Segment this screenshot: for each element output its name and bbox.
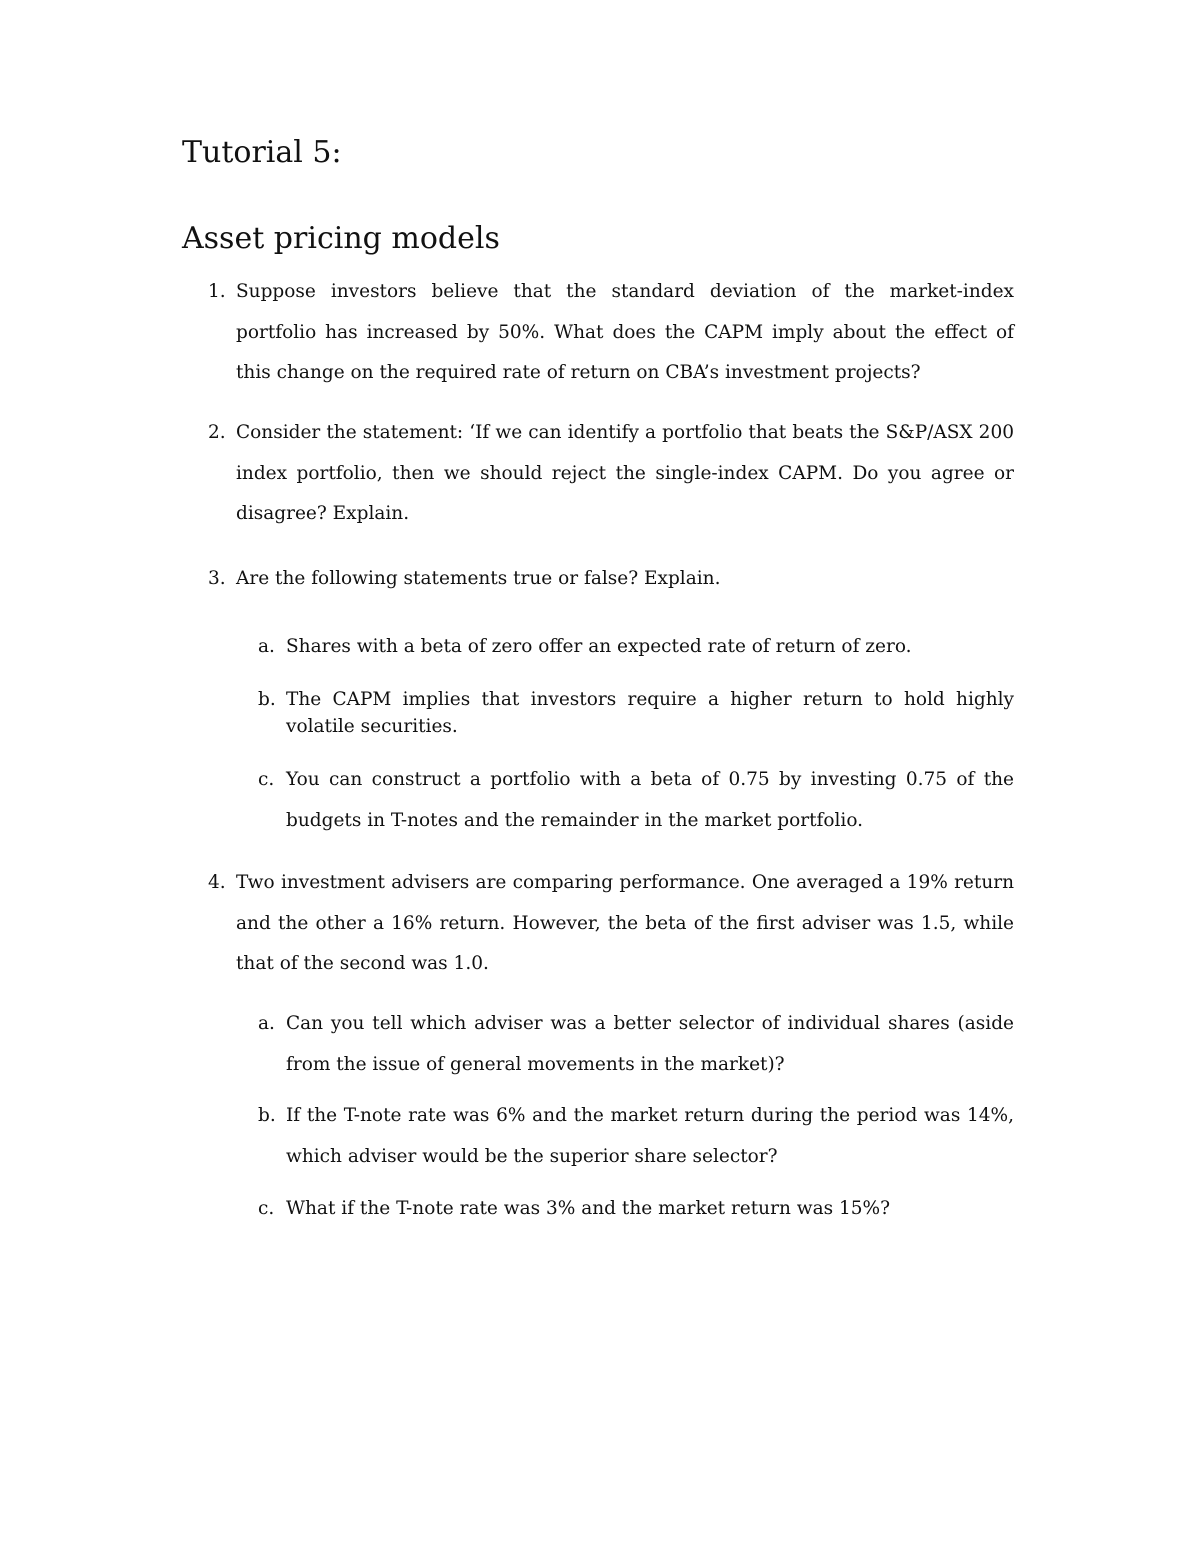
question-text: Two investment advisers are comparing performance. One averaged a 19% return and the other a 16% return. However, the beta of the first adviser was 1.5, while that of the second was 1.0.: [236, 872, 1014, 974]
question-3-part-a: [258, 627, 1014, 668]
question-4-part-b: [258, 1096, 1014, 1177]
part-text: What if the T-note rate was 3% and the market return was 15%?: [286, 1198, 891, 1219]
question-4-part-c: [258, 1189, 1014, 1230]
question-number: 3.: [208, 568, 226, 589]
question-1: [208, 272, 1014, 394]
part-text: You can construct a portfolio with a beta of 0.75 by investing 0.75 of the budgets in T-notes and the remainder in the market portfolio.: [286, 769, 1014, 831]
question-4-part-a: [258, 1004, 1014, 1085]
part-text: If the T-note rate was 6% and the market return during the period was 14%, which adviser would be the superior share selector?: [286, 1105, 1014, 1167]
question-3: [208, 559, 1014, 600]
question-4: [208, 863, 1014, 985]
part-text: The CAPM implies that investors require a higher return to hold highly volatile securities.: [286, 689, 1014, 737]
question-3-part-b: [258, 686, 1014, 740]
question-number: 4.: [208, 872, 226, 893]
part-letter: c.: [258, 769, 275, 790]
document-title: Tutorial 5:: [182, 135, 342, 170]
question-text: Suppose investors believe that the standard deviation of the market-index portfolio has increased by 50%. What does the CAPM imply about the effect of this change on the required rate of return on CBA’s investment projects?: [236, 281, 1014, 383]
part-text: Shares with a beta of zero offer an expected rate of return of zero.: [286, 636, 912, 657]
part-text: Can you tell which adviser was a better selector of individual shares (aside from the issue of general movements in the market)?: [286, 1013, 1014, 1075]
question-number: 2.: [208, 422, 226, 443]
document-subtitle: Asset pricing models: [182, 221, 500, 256]
question-2: [208, 413, 1014, 535]
part-letter: a.: [258, 636, 275, 657]
part-letter: b.: [258, 689, 276, 710]
part-letter: c.: [258, 1198, 275, 1219]
part-letter: a.: [258, 1013, 275, 1034]
question-text: Are the following statements true or false? Explain.: [236, 568, 721, 589]
question-text: Consider the statement: ‘If we can identify a portfolio that beats the S&P/ASX 200 index portfolio, then we should reject the single-index CAPM. Do you agree or disagree? Explain.: [236, 422, 1014, 524]
part-letter: b.: [258, 1105, 276, 1126]
question-3-part-c: [258, 760, 1014, 841]
question-number: 1.: [208, 281, 226, 302]
